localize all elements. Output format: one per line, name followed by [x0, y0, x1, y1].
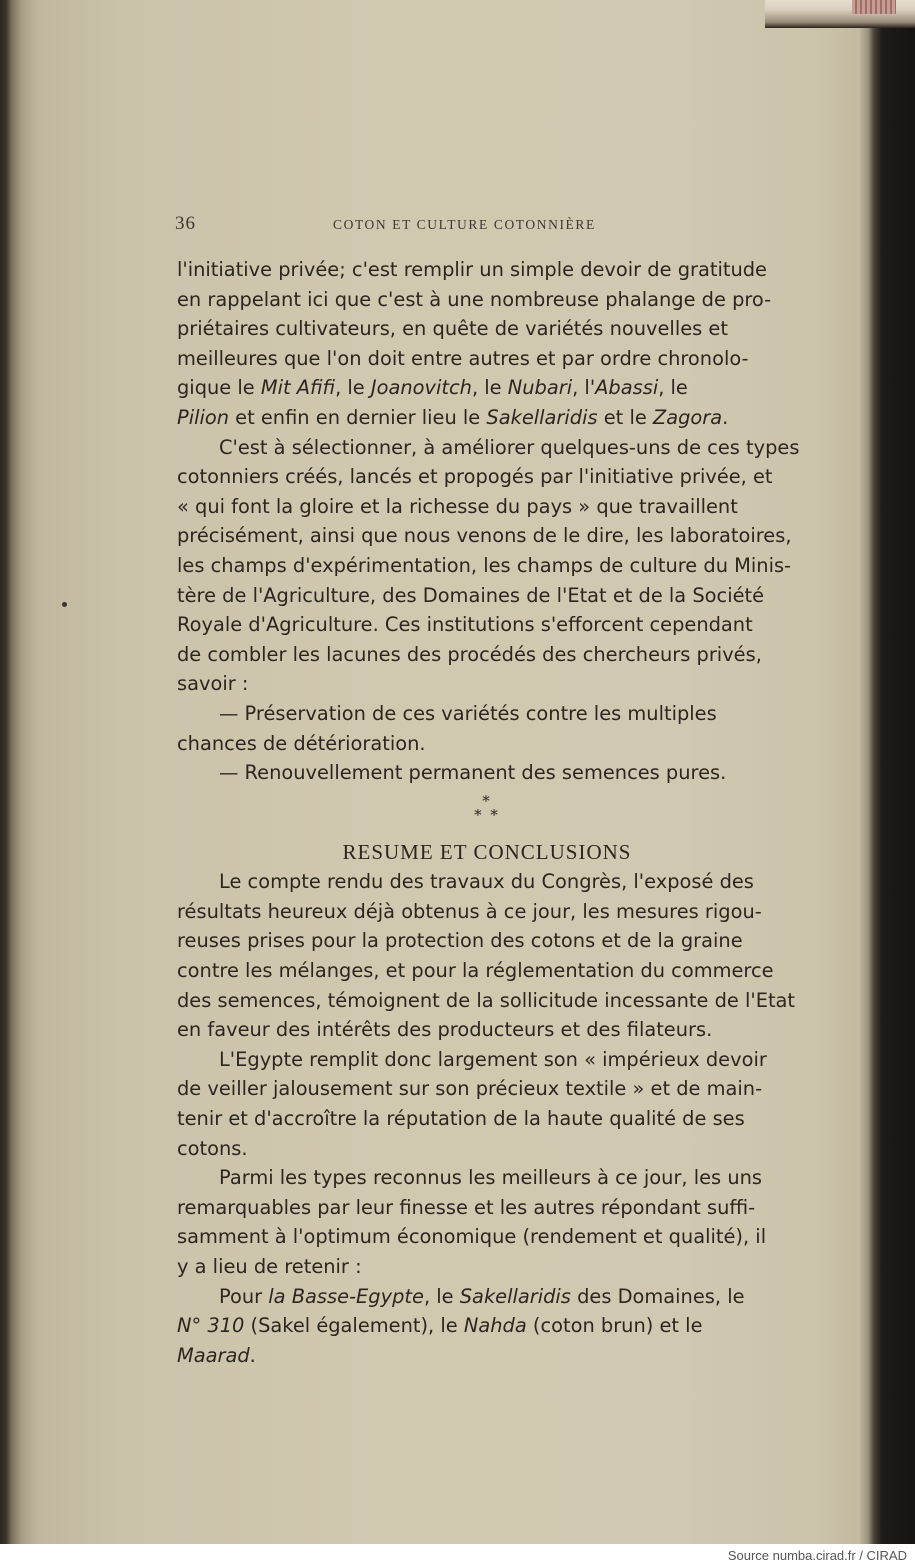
- text-line: meilleures que l'on doit entre autres et par ordre chronolo-: [177, 346, 749, 370]
- paragraph: [177, 1045, 797, 1163]
- text-line: résultats heureux déjà obtenus à ce jour, les mesures rigou-: [177, 899, 762, 923]
- text-line: priétaires cultivateurs, en quête de variétés nouvelles et: [177, 317, 728, 341]
- text-line: Royale d'Agriculture. Ces institutions s'efforcent cependant: [177, 613, 753, 637]
- asterism-top: *: [482, 791, 492, 810]
- cotton-variety-name: Zagora: [652, 405, 723, 429]
- book-spine-edge: [860, 20, 915, 1544]
- text-line: en rappelant ici que c'est à une nombreuse phalange de pro-: [177, 287, 772, 311]
- cotton-variety-name: Sakellaridis: [486, 405, 598, 429]
- text-line: tenir et d'accroître la réputation de la haute qualité de ses: [177, 1107, 745, 1131]
- text-line: samment à l'optimum économique (rendement et qualité), il: [177, 1225, 767, 1249]
- body-text: [177, 255, 800, 1370]
- text-line: Parmi les types reconnus les meilleurs à ce jour, les uns: [219, 1166, 763, 1190]
- text-line: de combler les lacunes des procédés des chercheurs privés,: [177, 642, 762, 666]
- region-name: la Basse-Egypte: [268, 1284, 424, 1308]
- text-line: cotonniers créés, lancés et propogés par l'initiative privée, et: [177, 465, 773, 489]
- running-title: COTON ET CULTURE COTONNIÈRE: [333, 217, 596, 232]
- text-line: Le compte rendu des travaux du Congrès, l'exposé des: [219, 870, 754, 894]
- dash-list: [177, 699, 797, 788]
- paragraph: [177, 433, 800, 699]
- cotton-variety-name: Mit Afifi: [260, 376, 336, 400]
- list-item-continued: chances de détérioration.: [177, 731, 426, 755]
- text-line: remarquables par leur finesse et les autres répondant suffi-: [177, 1195, 756, 1219]
- paragraph-continued: [177, 255, 797, 433]
- source-credit: Source numba.cirad.fr / CIRAD: [727, 1548, 907, 1563]
- paragraph: [177, 1282, 797, 1371]
- cotton-variety-name: Nubari: [507, 376, 573, 400]
- text-line: L'Egypte remplit donc largement son « impérieux devoir: [219, 1047, 767, 1071]
- section-heading: RESUME ET CONCLUSIONS: [342, 839, 632, 864]
- text-line: C'est à sélectionner, à améliorer quelques-uns de ces types: [219, 435, 800, 459]
- text-line: savoir :: [177, 672, 249, 696]
- gutter-speck: [62, 602, 67, 607]
- cotton-variety-name: Pilion: [177, 405, 230, 429]
- text-line: Maarad.: [177, 1343, 256, 1367]
- cotton-variety-name: Sakellaridis: [459, 1284, 571, 1308]
- text-line: « qui font la gloire et la richesse du pays » que travaillent: [177, 494, 738, 518]
- text-line: y a lieu de retenir :: [177, 1255, 362, 1278]
- list-item: — Renouvellement permanent des semences pures.: [219, 761, 727, 785]
- asterism-bottom: * *: [474, 805, 500, 824]
- text-line: tère de l'Agriculture, des Domaines de l'Etat et de la Société: [177, 583, 765, 607]
- text-line: Pour la Basse-Egypte, le Sakellaridis des Domaines, le: [219, 1284, 745, 1308]
- text-line: N° 310 (Sakel également), le Nahda (coton brun) et le: [177, 1314, 703, 1338]
- cotton-variety-name: Abassi: [595, 376, 659, 400]
- text-line: des semences, témoignent de la sollicitude incessante de l'Etat: [177, 988, 796, 1012]
- text-line: les champs d'expérimentation, les champs de culture du Minis-: [177, 553, 792, 577]
- text-line: de veiller jalousement sur son précieux textile » et de main-: [177, 1077, 763, 1101]
- paragraph: [177, 1163, 797, 1281]
- list-item: — Préservation de ces variétés contre les multiples: [219, 701, 717, 725]
- text-line: précisément, ainsi que nous venons de le dire, les laboratoires,: [177, 524, 792, 548]
- cotton-variety-name: Maarad: [177, 1343, 250, 1367]
- bookmark-ribbon: [852, 0, 896, 14]
- cotton-variety-name: Nahda: [463, 1314, 527, 1338]
- page-header: [175, 213, 655, 239]
- text-line: cotons.: [177, 1136, 248, 1160]
- cotton-variety-name: N° 310: [177, 1314, 245, 1338]
- text-line: contre les mélanges, et pour la réglementation du commerce: [177, 959, 774, 983]
- text-line: reuses prises pour la protection des cotons et de la graine: [177, 929, 743, 953]
- text-line: gique le Mit Afifi, le Joanovitch, le Nubari, l'Abassi, le: [177, 376, 688, 400]
- cotton-variety-name: Joanovitch: [370, 376, 472, 400]
- paragraph: [177, 867, 797, 1045]
- page-number: 36: [175, 213, 196, 234]
- text-line: l'initiative privée; c'est remplir un simple devoir de gratitude: [177, 258, 767, 281]
- asterism-separator: [177, 788, 797, 838]
- text-line: en faveur des intérêts des producteurs et des filateurs.: [177, 1018, 713, 1042]
- text-line: Pilion et enfin en dernier lieu le Sakellaridis et le Zagora.: [177, 405, 729, 429]
